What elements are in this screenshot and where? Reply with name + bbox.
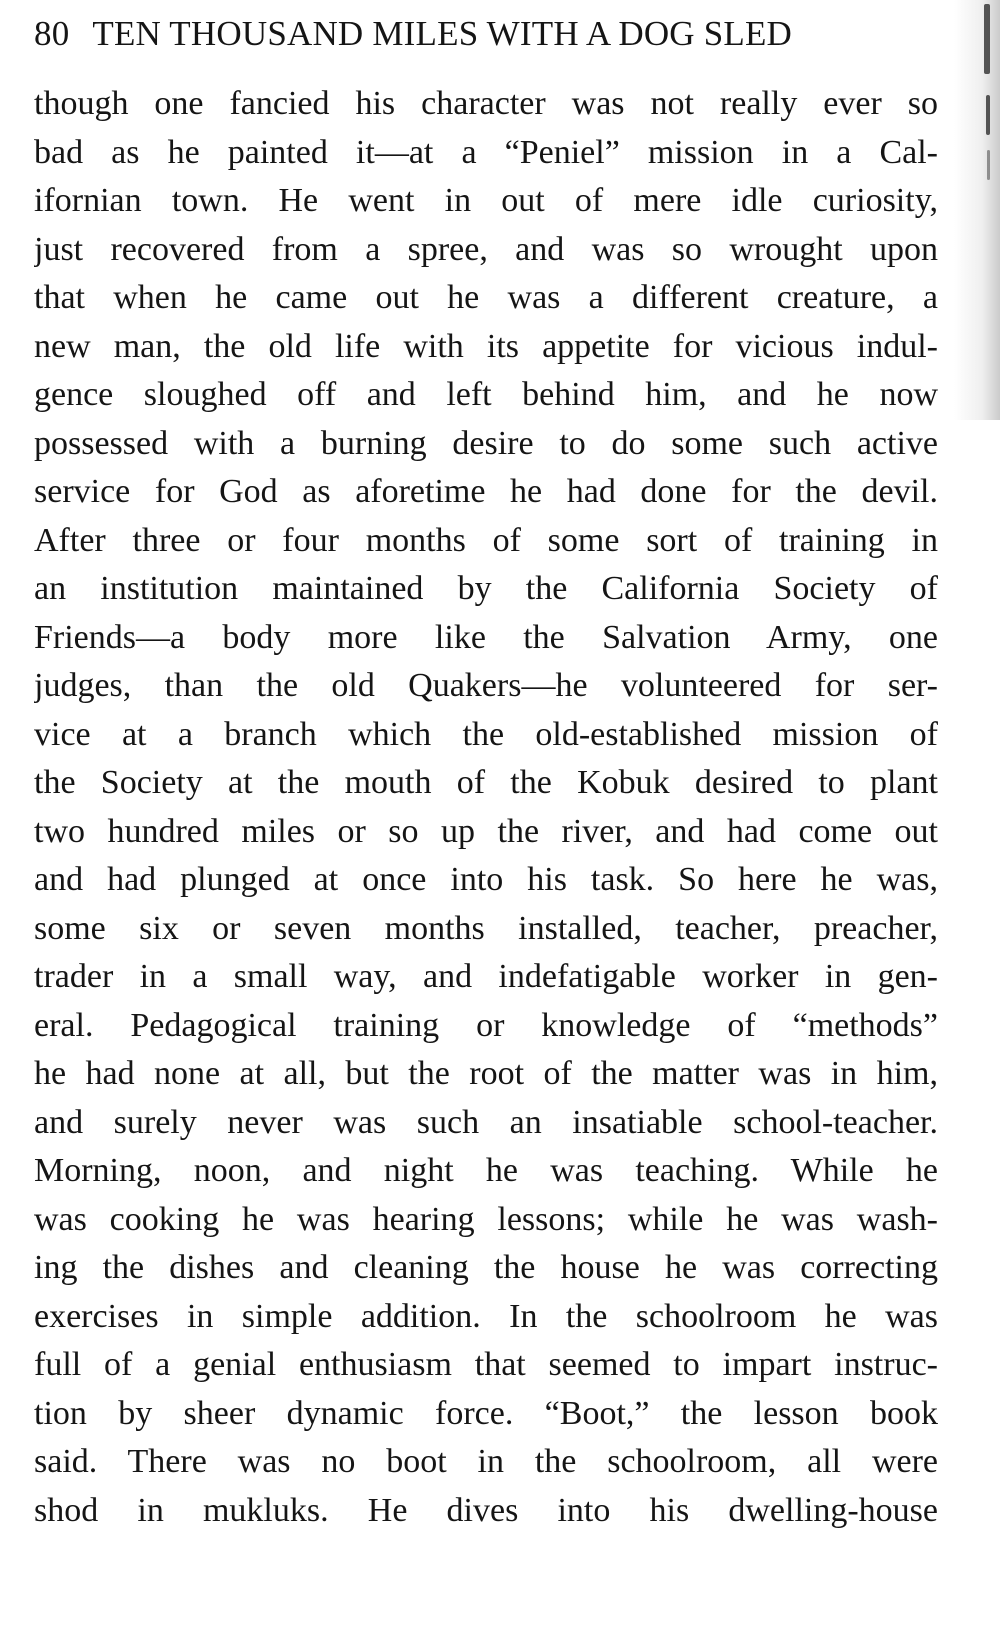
text-line: possessed with a burning desire to do some such active xyxy=(34,424,938,462)
text-line: and surely never was such an insatiable school-teacher. xyxy=(34,1103,938,1141)
text-line: tion by sheer dynamic force. “Boot,” the lesson book xyxy=(34,1394,938,1432)
text-line: trader in a small way, and indefatigable worker in gen- xyxy=(34,958,938,995)
text-line: though one fancied his character was not really ever so xyxy=(34,85,938,122)
text-line: Morning, noon, and night he was teaching. While he xyxy=(34,1152,938,1189)
text-line: gence sloughed off and left behind him, and he now xyxy=(34,376,938,413)
running-title: TEN THOUSAND MILES WITH A DOG SLED xyxy=(92,14,793,53)
text-line: said. There was no boot in the schoolroom, all were xyxy=(34,1443,938,1480)
text-line: new man, the old life with its appetite for vicious indul- xyxy=(34,327,938,365)
page-edge-mark xyxy=(987,150,990,180)
text-line: was cooking he was hearing lessons; while he was wash- xyxy=(34,1200,938,1238)
text-line: that when he came out he was a different creature, a xyxy=(34,279,938,316)
text-line: an institution maintained by the California Society of xyxy=(34,570,938,607)
text-line: and had plunged at once into his task. So here he was, xyxy=(34,861,938,898)
running-head xyxy=(34,8,934,60)
text-line: ifornian town. He went in out of mere idle curiosity, xyxy=(34,182,938,219)
text-line: service for God as aforetime he had done for the devil. xyxy=(34,473,938,510)
text-line: vice at a branch which the old-established mission of xyxy=(34,715,938,753)
text-line: the Society at the mouth of the Kobuk desired to plant xyxy=(34,764,938,801)
page-edge-mark xyxy=(984,4,990,74)
page-number: 80 xyxy=(34,14,70,53)
text-line: some six or seven months installed, teacher, preacher, xyxy=(34,909,938,947)
text-line: judges, than the old Quakers—he volunteered for ser- xyxy=(34,667,938,704)
text-line: exercises in simple addition. In the schoolroom he was xyxy=(34,1297,938,1335)
text-line: full of a genial enthusiasm that seemed to impart instruc- xyxy=(34,1346,938,1383)
text-line: bad as he painted it—at a “Peniel” mission in a Cal- xyxy=(34,133,938,171)
text-line: eral. Pedagogical training or knowledge of “methods” xyxy=(34,1006,938,1044)
text-line: shod in mukluks. He dives into his dwelling-house xyxy=(34,1491,938,1529)
text-line: ing the dishes and cleaning the house he was correcting xyxy=(34,1249,938,1286)
text-line: After three or four months of some sort of training in xyxy=(34,521,938,559)
text-line: he had none at all, but the root of the matter was in him, xyxy=(34,1055,938,1092)
text-line: two hundred miles or so up the river, and had come out xyxy=(34,812,938,850)
page-edge-mark xyxy=(986,95,990,135)
page-edge-shadow xyxy=(954,0,1000,420)
text-line: Friends—a body more like the Salvation Army, one xyxy=(34,618,938,656)
body-text xyxy=(34,80,938,1535)
text-line: just recovered from a spree, and was so wrought upon xyxy=(34,230,938,268)
